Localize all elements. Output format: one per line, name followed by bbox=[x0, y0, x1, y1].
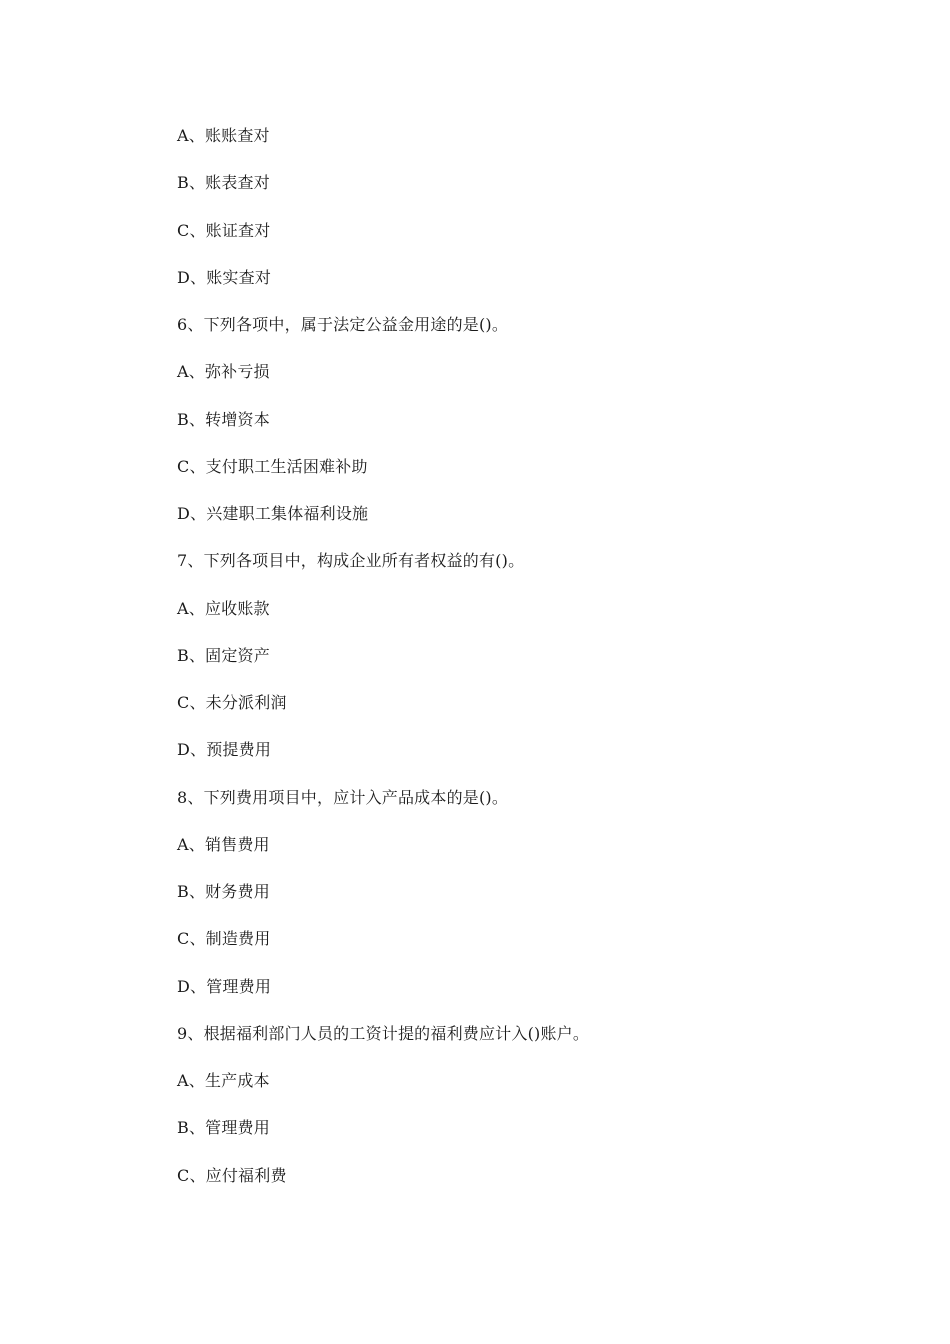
question-8-option-d: D、管理费用 bbox=[177, 976, 272, 996]
question-9-option-a: A、生产成本 bbox=[177, 1071, 270, 1090]
question-6-option-d: D、兴建职工集体福利设施 bbox=[177, 504, 369, 523]
question-list bbox=[177, 124, 589, 1211]
question-8-option-a: A、销售费用 bbox=[177, 834, 270, 854]
question-6-option-b: B、转增资本 bbox=[177, 409, 270, 429]
question-9-option-b: B、管理费用 bbox=[177, 1118, 270, 1138]
question-7-option-c: C、未分派利润 bbox=[177, 693, 287, 712]
option-d: D、账实查对 bbox=[177, 267, 272, 287]
question-6-option-c: C、支付职工生活困难补助 bbox=[177, 456, 368, 476]
option-b: B、账表查对 bbox=[177, 173, 270, 193]
question-6: 6、下列各项中，属于法定公益金用途的是()。 bbox=[177, 315, 509, 334]
option-c: C、账证查对 bbox=[177, 220, 271, 240]
question-7-option-b: B、固定资产 bbox=[177, 645, 270, 665]
question-8: 8、下列费用项目中，应计入产品成本的是()。 bbox=[177, 787, 509, 807]
question-7: 7、下列各项目中，构成企业所有者权益的有()。 bbox=[177, 551, 525, 571]
question-8-option-c: C、制造费用 bbox=[177, 929, 271, 949]
option-a: A、账账查对 bbox=[177, 126, 270, 145]
question-6-option-a: A、弥补亏损 bbox=[177, 362, 270, 382]
question-7-option-d: D、预提费用 bbox=[177, 740, 272, 760]
question-9-option-c: C、应付福利费 bbox=[177, 1165, 287, 1185]
question-7-option-a: A、应收账款 bbox=[177, 598, 270, 618]
question-9: 9、根据福利部门人员的工资计提的福利费应计入()账户。 bbox=[177, 1023, 590, 1043]
question-8-option-b: B、财务费用 bbox=[177, 882, 270, 901]
